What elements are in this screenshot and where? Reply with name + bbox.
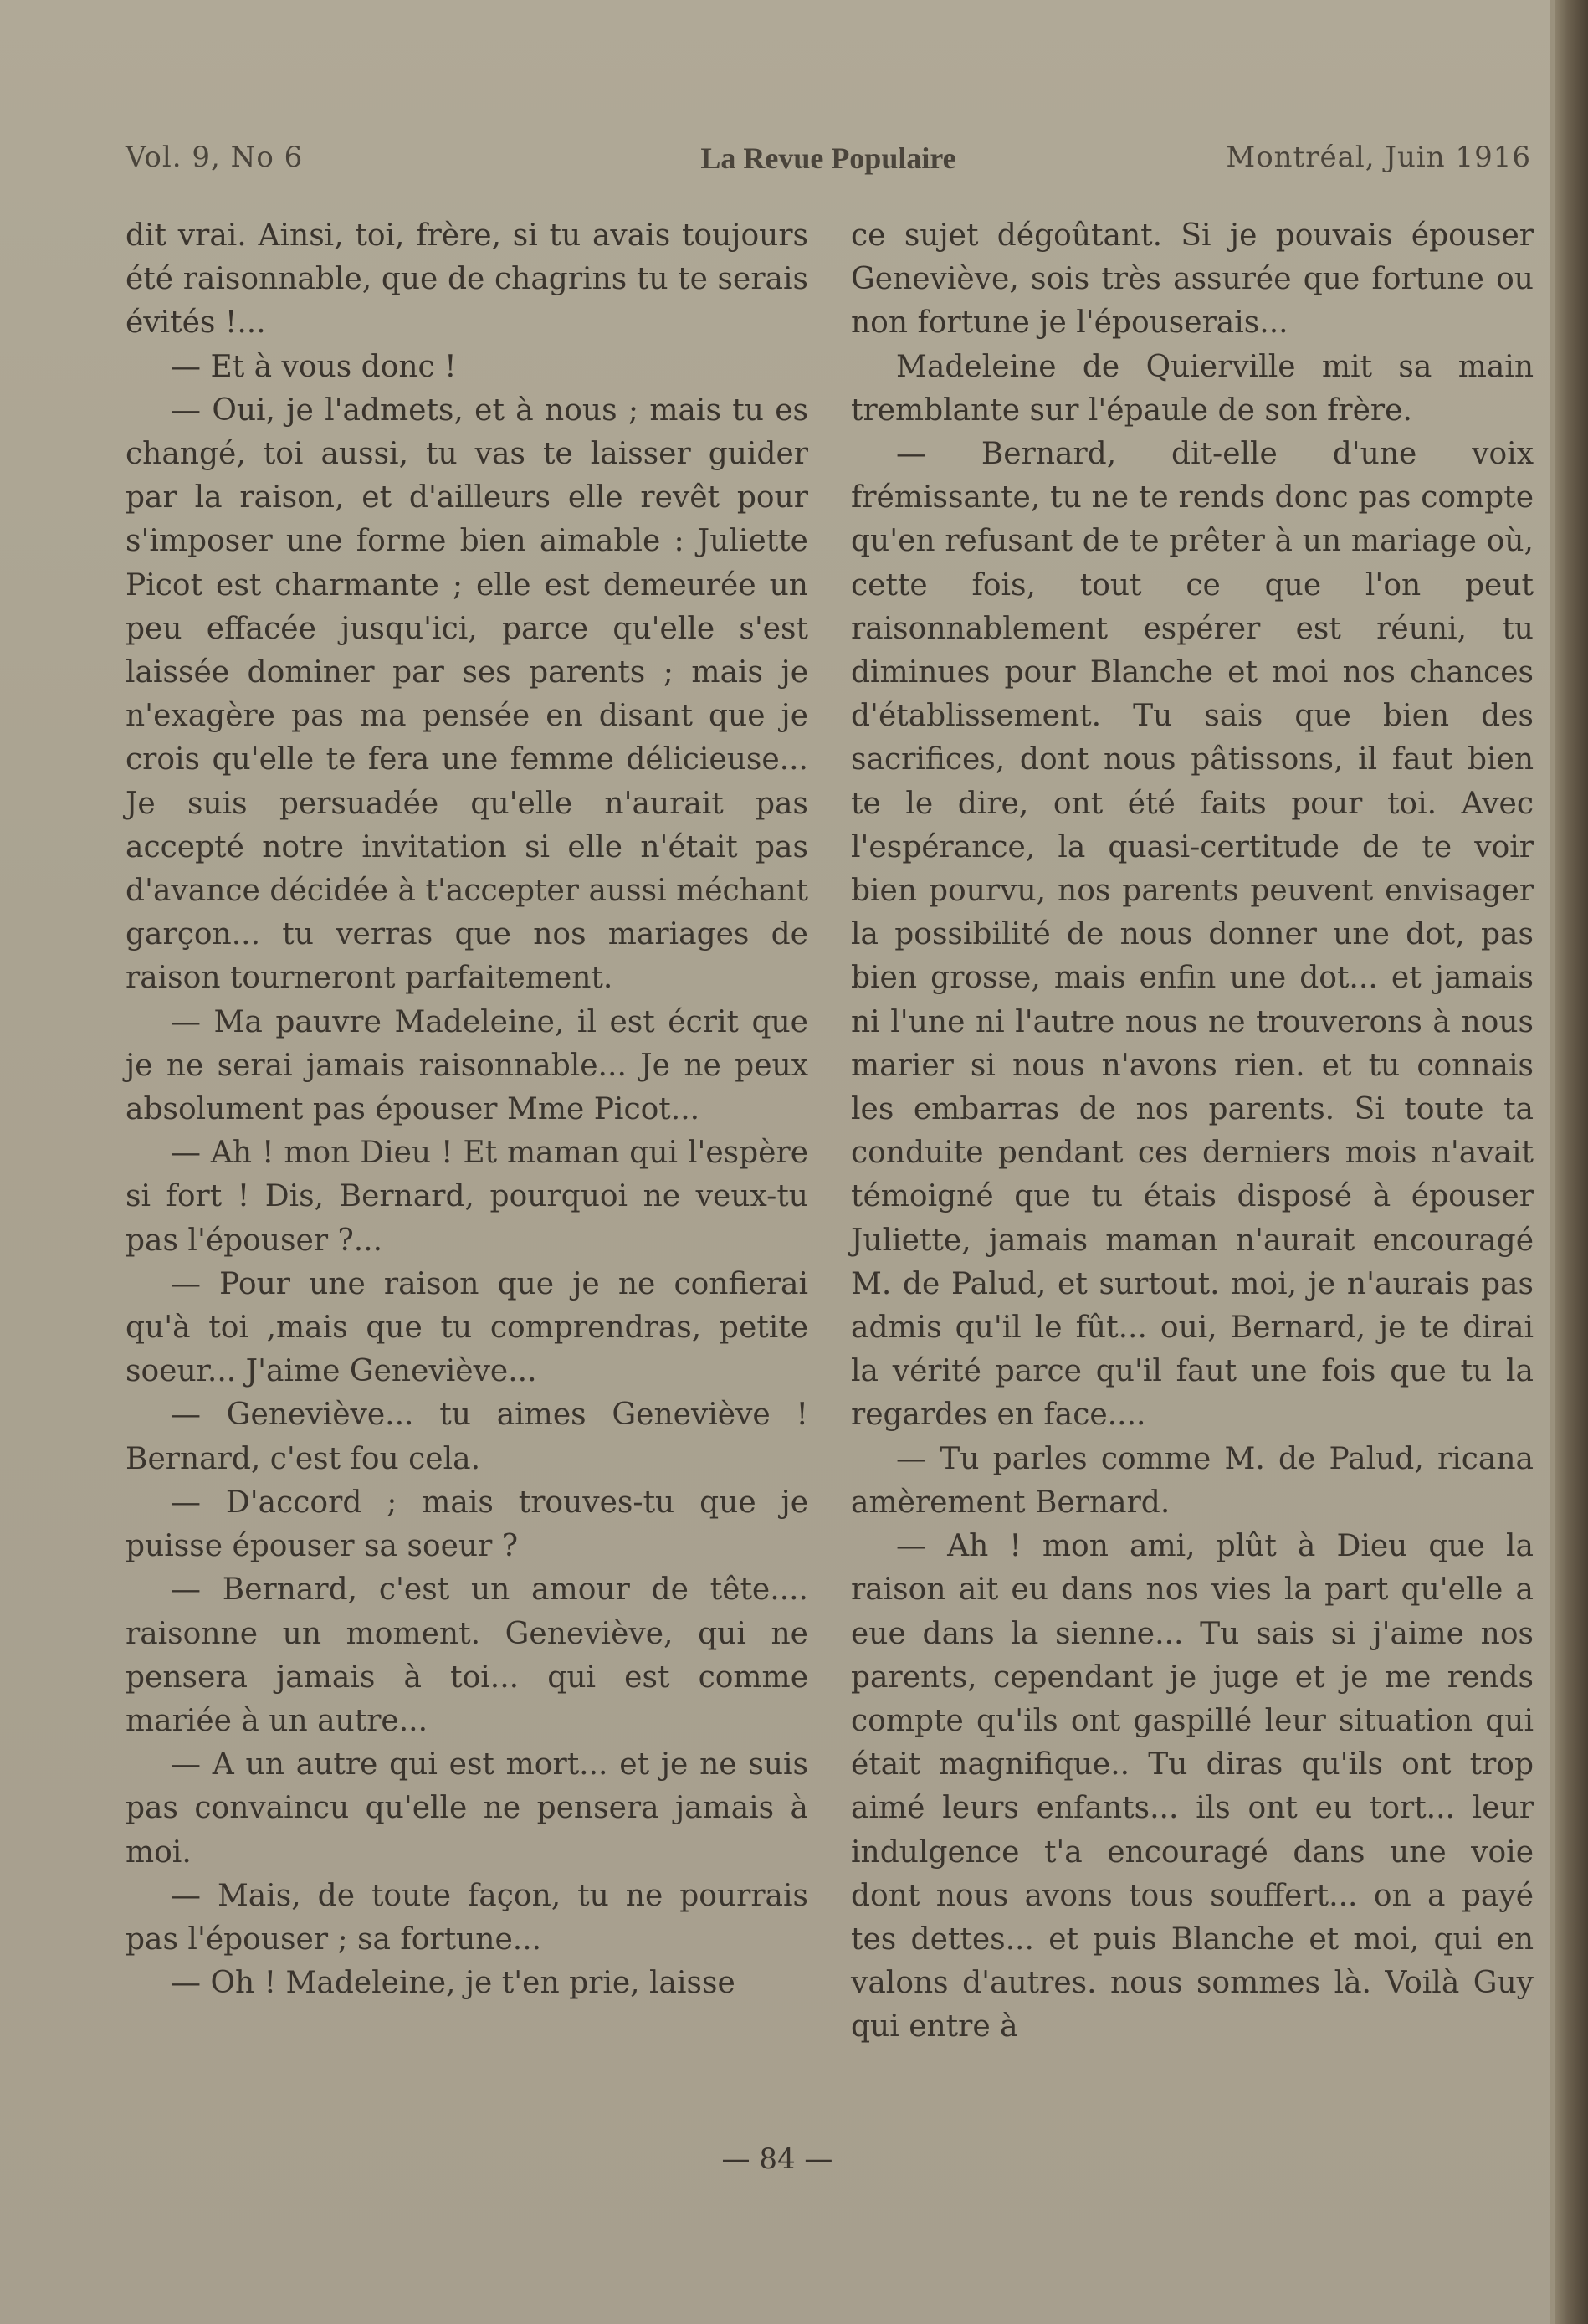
left-column (126, 214, 808, 2005)
book-spine (1555, 0, 1588, 2324)
paragraph: — Geneviève... tu aimes Geneviève ! Bernard, c'est fou cela. (126, 1398, 808, 1476)
paragraph: — Mais, de toute façon, tu ne pourrais pas l'épouser ; sa fortune... (126, 1878, 808, 1957)
paragraph: — Ah ! mon ami, plût à Dieu que la raison ait eu dans nos vies la part qu'elle a eue dans la sienne... Tu sais si j'aime nos parents, cependant je juge et je me rends compte qu'ils ont gaspillé leur situation qui était magnifique.. Tu diras qu'ils ont trop aimé leurs enfants... ils ont eu tort... leur indulgence t'a encouragé dans une voie dont nous avons tous souffert... on a payé tes dettes... et puis Blanche et moi, qui en valons d'autres. nous sommes là. Voilà Guy qui entre à (851, 1529, 1534, 2044)
paragraph: — Ma pauvre Madeleine, il est écrit que je ne serai jamais raisonnable... Je ne peux absolument pas épouser Mme Picot... (126, 1004, 808, 1127)
paragraph: — Bernard, c'est un amour de tête.... raisonne un moment. Geneviève, qui ne pensera jamais à toi... qui est comme mariée à un autre... (126, 1572, 808, 1738)
paragraph: — Tu parles comme M. de Palud, ricana amèrement Bernard. (851, 1441, 1534, 1520)
header-publication: La Revue Populaire (700, 141, 956, 175)
header-volume: Vol. 9, No 6 (126, 141, 304, 174)
paragraph: ce sujet dégoûtant. Si je pouvais épouser Geneviève, sois très assurée que fortune ou non fortune je l'épouserais... (851, 218, 1534, 341)
running-header (126, 141, 1531, 182)
paragraph: — Pour une raison que je ne confierai qu'à toi ,mais que tu comprendras, petite soeur... J'aime Geneviève... (126, 1266, 808, 1389)
paragraph: — Et à vous donc ! (171, 349, 457, 384)
paragraph: Madeleine de Quierville mit sa main tremblante sur l'épaule de son frère. (851, 349, 1534, 428)
header-place-date: Montréal, Juin 1916 (1226, 141, 1531, 174)
paragraph: — A un autre qui est mort... et je ne suis pas convaincu qu'elle ne pensera jamais à moi. (126, 1747, 808, 1870)
paragraph: — Ah ! mon Dieu ! Et maman qui l'espère si fort ! Dis, Bernard, pourquoi ne veux-tu pas l'épouser ?... (126, 1136, 808, 1258)
paragraph: dit vrai. Ainsi, toi, frère, si tu avais toujours été raisonnable, que de chagrins tu te serais évités !... (126, 218, 808, 341)
right-column (851, 214, 1534, 2050)
paragraph: — Oui, je l'admets, et à nous ; mais tu es changé, toi aussi, tu vas te laisser guider par la raison, et d'ailleurs elle revêt pour s'imposer une forme bien aimable : Juliette Picot est charmante ; elle est demeurée un peu effacée jusqu'ici, parce qu'elle s'est laissée dominer par ses parents ; mais je n'exagère pas ma pensée en disant que je crois qu'elle te fera une femme délicieuse... Je suis persuadée qu'elle n'aurait pas accepté notre invitation si elle n'était pas d'avance décidée à t'accepter aussi méchant garçon... tu verras que nos mariages de raison tourneront parfaitement. (126, 392, 808, 996)
page-number: — 84 — (721, 2142, 833, 2176)
paragraph: — D'accord ; mais trouves-tu que je puisse épouser sa soeur ? (126, 1485, 808, 1564)
paragraph: — Oh ! Madeleine, je t'en prie, laisse (171, 1966, 735, 2001)
paragraph: — Bernard, dit-elle d'une voix frémissante, tu ne te rends donc pas compte qu'en refusant de te prêter à un mariage où, cette fois, tout ce que l'on peut raisonnablement espérer est réuni, tu diminues pour Blanche et moi nos chances d'établissement. Tu sais que bien des sacrifices, dont nous pâtissons, il faut bien te le dire, ont été faits pour toi. Avec l'espérance, la quasi-certitude de te voir bien pourvu, nos parents peuvent envisager la possibilité de nous donner une dot, pas bien grosse, mais enfin une dot... et jamais ni l'une ni l'autre nous ne trouverons à nous marier si nous n'avons rien. et tu connais les embarras de nos parents. Si toute ta conduite pendant ces derniers mois n'avait témoigné que tu étais disposé à épouser Juliette, jamais maman n'aurait encouragé M. de Palud, et surtout. moi, je n'aurais pas admis qu'il le fût... oui, Bernard, je te dirai la vérité parce qu'il faut une fois que tu la regardes en face.... (851, 437, 1534, 1433)
